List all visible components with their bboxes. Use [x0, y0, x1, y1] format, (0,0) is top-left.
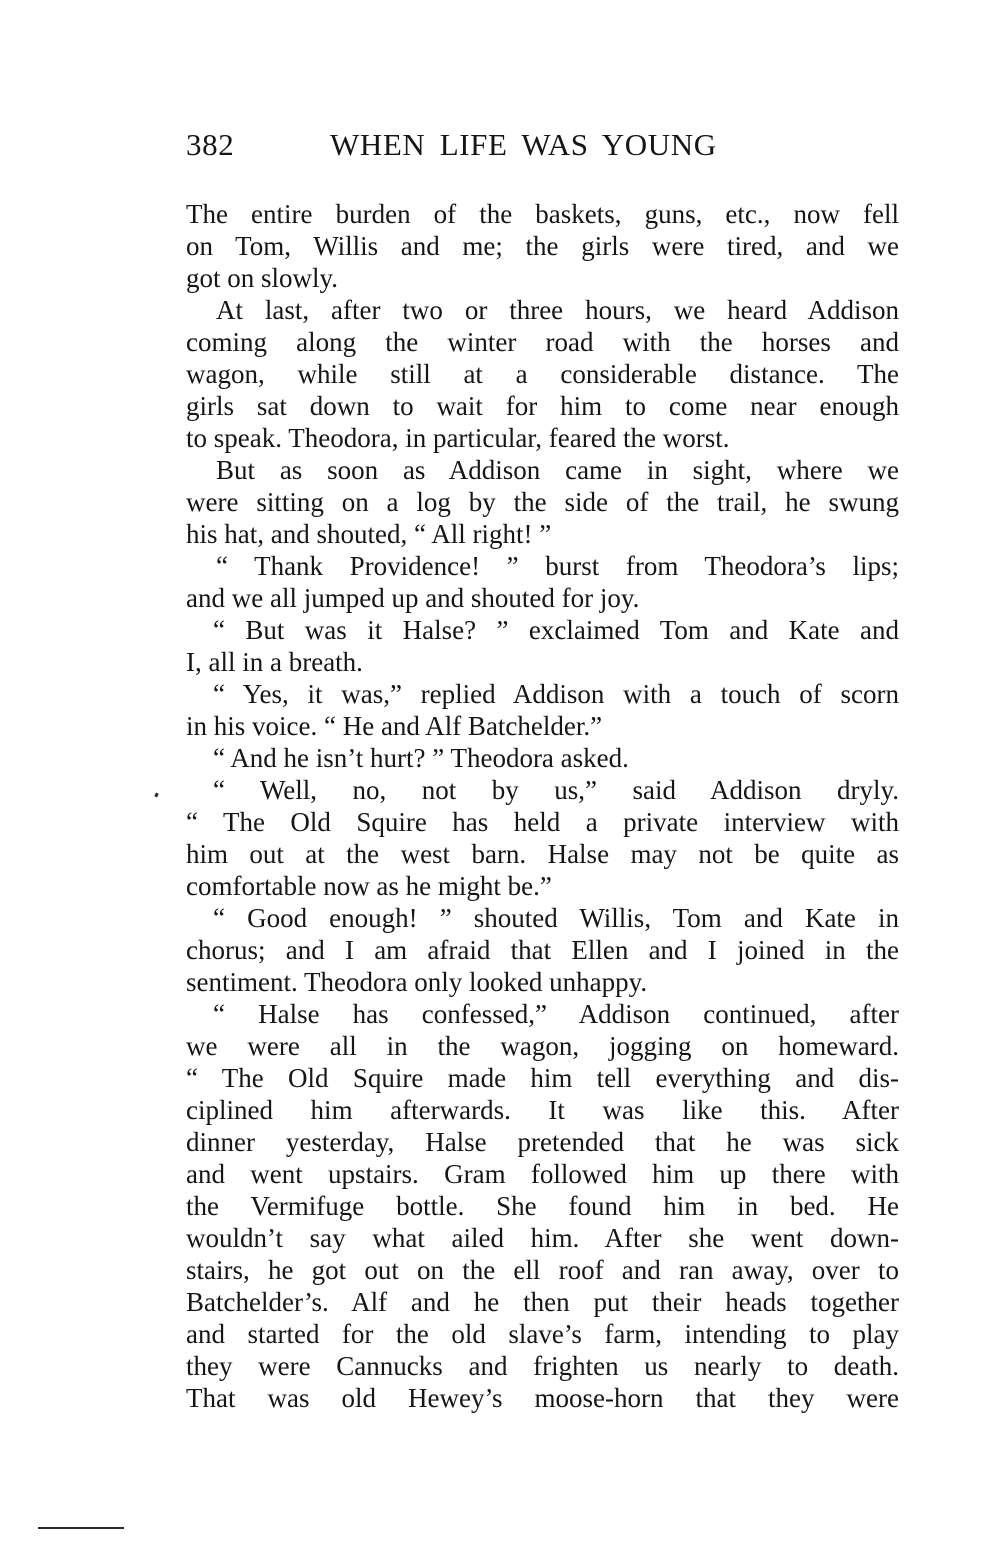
text-line: sentiment. Theodora only looked unhappy. — [186, 967, 648, 997]
text-line: girls sat down to wait for him to come near enough — [186, 391, 899, 421]
text-line: dinner yesterday, Halse pretended that he was sick — [186, 1127, 899, 1157]
text-line: comfortable now as he might be.” — [186, 871, 552, 901]
text-line: At last, after two or three hours, we heard Addison — [216, 295, 899, 325]
margin-mark — [154, 793, 158, 798]
text-line: Batchelder’s. Alf and he then put their heads together — [186, 1287, 899, 1317]
text-line: I, all in a breath. — [186, 647, 363, 677]
text-line: “ Well, no, not by us,” said Addison dryly. — [213, 775, 899, 805]
text-line: got on slowly. — [186, 263, 339, 293]
text-line: But as soon as Addison came in sight, where we — [216, 455, 899, 485]
text-line: on Tom, Willis and me; the girls were tired, and we — [186, 231, 899, 261]
text-line: The entire burden of the baskets, guns, etc., now fell — [186, 199, 899, 229]
text-line: and we all jumped up and shouted for joy. — [186, 583, 640, 613]
text-line: wouldn’t say what ailed him. After she went down- — [186, 1223, 899, 1253]
text-line: and went upstairs. Gram followed him up there with — [186, 1159, 899, 1189]
text-line: “ The Old Squire has held a private interview with — [186, 807, 899, 837]
text-line: to speak. Theodora, in particular, feared the worst. — [186, 423, 730, 453]
text-line: wagon, while still at a considerable distance. The — [186, 359, 899, 389]
text-line: the Vermifuge bottle. She found him in bed. He — [186, 1191, 899, 1221]
text-line: stairs, he got out on the ell roof and ran away, over to — [186, 1255, 899, 1285]
text-line: “ Good enough! ” shouted Willis, Tom and Kate in — [213, 903, 899, 933]
footer-rule — [38, 1527, 124, 1529]
text-line: him out at the west barn. Halse may not be quite as — [186, 839, 899, 869]
text-line: his hat, and shouted, “ All right! ” — [186, 519, 552, 549]
running-title: WHEN LIFE WAS YOUNG — [330, 127, 717, 162]
page-number: 382 — [186, 127, 235, 162]
body-text — [186, 198, 899, 1414]
running-head — [186, 124, 900, 166]
text-line: we were all in the wagon, jogging on homeward. — [186, 1031, 899, 1061]
text-line: “ Halse has confessed,” Addison continued, after — [213, 999, 899, 1029]
text-line: in his voice. “ He and Alf Batchelder.” — [186, 711, 603, 741]
text-line: they were Cannucks and frighten us nearly to death. — [186, 1351, 899, 1381]
text-line: “ Yes, it was,” replied Addison with a touch of scorn — [213, 679, 899, 709]
text-line: were sitting on a log by the side of the trail, he swung — [186, 487, 899, 517]
text-line: “ But was it Halse? ” exclaimed Tom and Kate and — [213, 615, 899, 645]
text-line: coming along the winter road with the horses and — [186, 327, 899, 357]
text-line: ciplined him afterwards. It was like this. After — [186, 1095, 899, 1125]
text-line: “ The Old Squire made him tell everything and dis- — [186, 1063, 899, 1093]
text-line: That was old Hewey’s moose-horn that they were — [186, 1383, 899, 1413]
text-line: chorus; and I am afraid that Ellen and I joined in the — [186, 935, 899, 965]
text-line: “ And he isn’t hurt? ” Theodora asked. — [213, 743, 629, 773]
text-line: “ Thank Providence! ” burst from Theodora’s lips; — [216, 551, 899, 581]
text-line: and started for the old slave’s farm, intending to play — [186, 1319, 899, 1349]
